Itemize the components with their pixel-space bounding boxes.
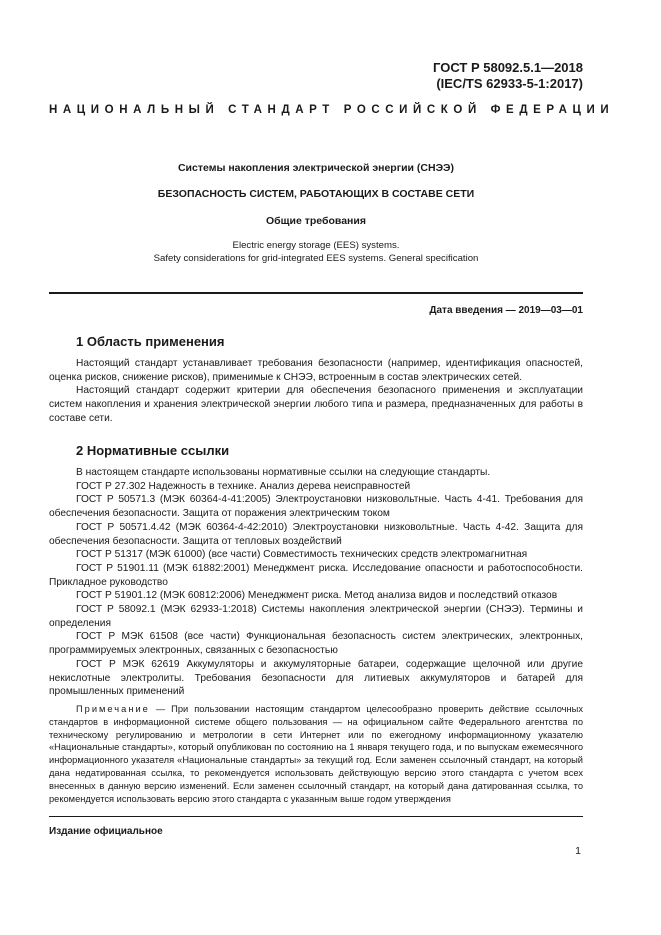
section-1-paragraph: Настоящий стандарт содержит критерии для обеспечения безопасного применения и эксплуатации систем накопления и хранения электрической энергии любого типа и размера, предназначенных для работы в составе сети. (49, 385, 583, 424)
note-label: Примечание (76, 704, 150, 714)
introduction-date: Дата введения — 2019—03—01 (429, 305, 583, 316)
gost-number: ГОСТ Р 58092.5.1—2018 (433, 60, 583, 75)
reference-item: ГОСТ Р 51317 (МЭК 61000) (все части) Совместимость технических средств электромагнитная (76, 549, 528, 561)
reference-item: ГОСТ Р 50571.4.42 (МЭК 60364-4-42:2010) Электроустановки низковольтные. Часть 4-42. Защита для обеспечения безопасности. Защита от тепловых воздействий (49, 521, 583, 547)
note-block (49, 703, 583, 805)
reference-item: ГОСТ Р 51901.11 (МЭК 61882:2001) Менеджмент риска. Исследование опасности и работоспособности. Прикладное руководство (49, 562, 583, 588)
iec-number: (IEC/TS 62933-5-1:2017) (436, 76, 583, 91)
page-number: 1 (575, 845, 581, 857)
reference-item: В настоящем стандарте использованы нормативные ссылки на следующие стандарты. (76, 467, 491, 478)
section-2-heading: 2 Нормативные ссылки (76, 443, 230, 458)
section-1-body (49, 357, 583, 426)
bottom-divider (49, 816, 583, 817)
top-divider (49, 292, 583, 294)
english-title-1: Electric energy storage (EES) systems. (232, 240, 400, 251)
english-title-2: Safety considerations for grid-integrated EES systems. General specification (153, 253, 479, 264)
title-line-1: Системы накопления электрической энергии (СНЭЭ) (177, 162, 455, 174)
official-edition-label: Издание официальное (49, 826, 163, 837)
title-line-3: Общие требования (266, 215, 366, 227)
national-standard-banner: НАЦИОНАЛЬНЫЙ СТАНДАРТ РОССИЙСКОЙ ФЕДЕРАЦИИ (49, 104, 615, 116)
reference-item: ГОСТ Р МЭК 62619 Аккумуляторы и аккумуляторные батареи, содержащие щелочной или другие некислотные электролиты. Требования безопасности для литиевых аккумуляторов и батарей для промышленных применений (49, 658, 583, 698)
reference-item: ГОСТ Р МЭК 61508 (все части) Функциональная безопасность систем электрических, электронных, программируемых электронных, связанных с безопасностью (49, 631, 583, 657)
section-2-body (49, 466, 583, 699)
reference-item: ГОСТ Р 51901.12 (МЭК 60812:2006) Менеджмент риска. Метод анализа видов и последствий отказов (76, 590, 558, 602)
note-text: — При пользовании настоящим стандартом целесообразно проверить действие ссылочных стандартов в информационной системе общего пользования — на официальном сайте Федерального агентства по техническому регулированию и метрологии в сети Интернет или по ежегодному информационному указателю «Национальные стандарты», который опубликован по состоянию на 1 января текущего года, и по выпускам ежемесячного информационного указателя «Национальные стандарты» за текущий год. Если заменен ссылочный стандарт, на который дана недатированная ссылка, то рекомендуется использовать действующую версию этого стандарта с учетом всех внесенных в данную версию изменений. Если заменен ссылочный стандарт, на который дана датированная ссылка, то рекомендуется использовать версию этого стандарта с указанным выше годом утверждения (49, 704, 583, 804)
reference-item: ГОСТ Р 58092.1 (МЭК 62933-1:2018) Системы накопления электрической энергии (СНЭЭ). Термины и определения (49, 604, 583, 629)
section-1-heading: 1 Область применения (76, 334, 225, 349)
reference-item: ГОСТ Р 50571.3 (МЭК 60364-4-41:2005) Электроустановки низковольтные. Часть 4-41. Требования для обеспечения безопасности. Защита от поражения электрическим током (49, 494, 583, 520)
note-paragraph (49, 703, 583, 805)
reference-item: ГОСТ Р 27.302 Надежность в технике. Анализ дерева неисправностей (76, 480, 411, 492)
title-line-2: БЕЗОПАСНОСТЬ СИСТЕМ, РАБОТАЮЩИХ В СОСТАВЕ СЕТИ (157, 188, 475, 200)
document-number-block (433, 60, 583, 92)
section-1-paragraph: Настоящий стандарт устанавливает требования безопасности (например, идентификация опасностей, оценка рисков, снижение рисков), применимые к СНЭЭ, встроенным в состав электрических сетей. (49, 358, 583, 383)
